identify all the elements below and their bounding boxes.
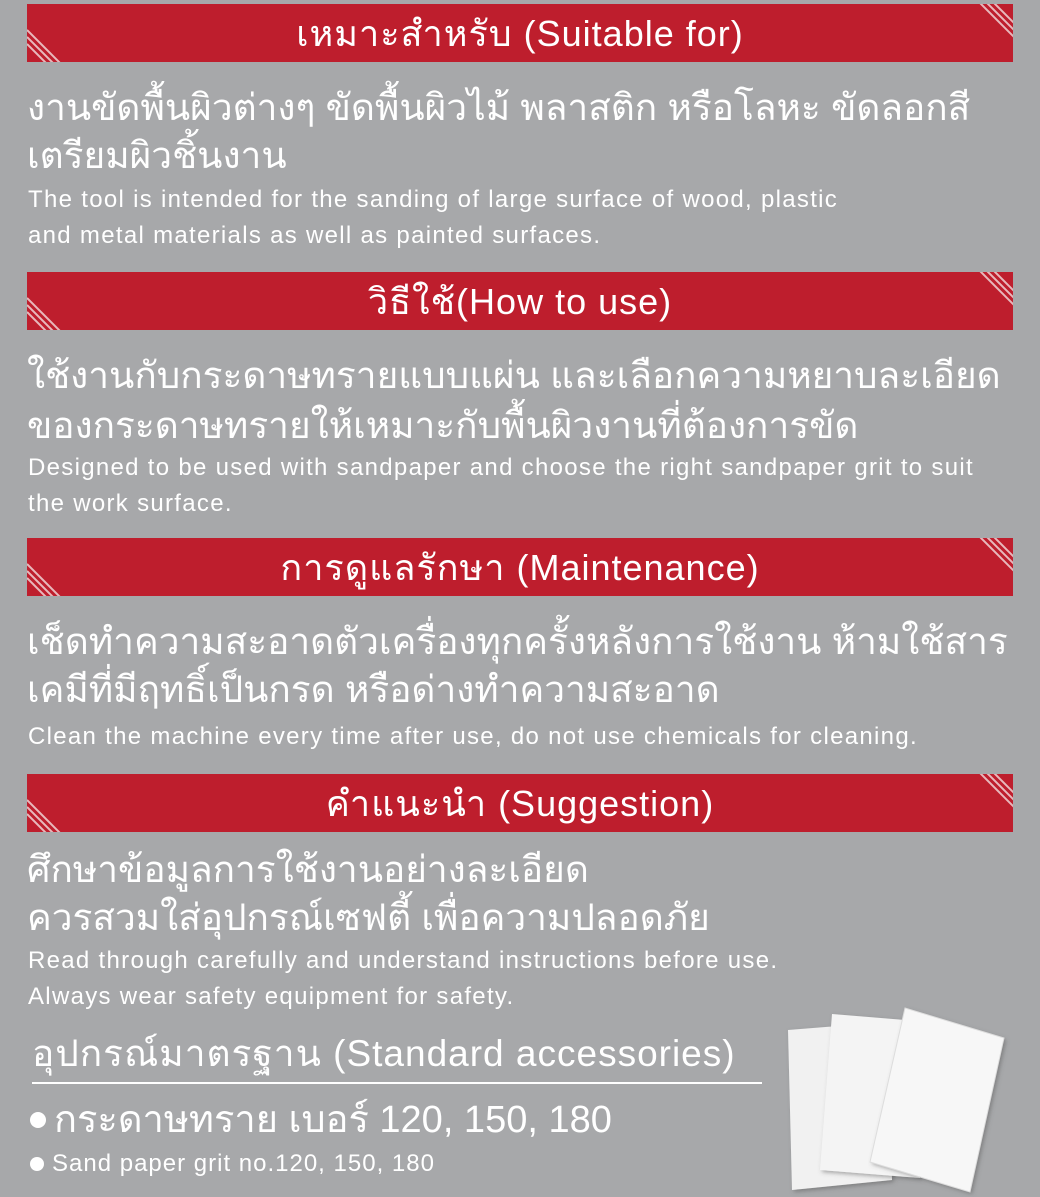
english-description-line: The tool is intended for the sanding of large surface of wood, plastic (28, 186, 839, 213)
section-banner-suggestion (27, 774, 1013, 832)
section-banner-how-to-use (27, 272, 1013, 330)
thai-description-line: ควรสวมใส่อุปกรณ์เซฟตี้ เพื่อความปลอดภัย (27, 897, 710, 938)
section-banner-maintenance (27, 538, 1013, 596)
english-description-line: and metal materials as well as painted surfaces. (28, 222, 602, 249)
section-heading: เหมาะสำหรับ (Suitable for) (296, 12, 744, 54)
thai-description-line: ใช้งานกับกระดาษทรายแบบแผ่น และเลือกความหยาบละเอียด (27, 355, 1001, 396)
thai-description-line: ศึกษาข้อมูลการใช้งานอย่างละเอียด (27, 849, 589, 890)
english-description-line: the work surface. (28, 490, 233, 517)
accessory-label-english: Sand paper grit no.120, 150, 180 (52, 1150, 435, 1177)
sandpaper-sheets-image (780, 1000, 1020, 1197)
thai-description-line: เคมีที่มีฤทธิ์เป็นกรด หรือด่างทำความสะอาด (27, 669, 720, 710)
section-heading: คำแนะนำ (Suggestion) (325, 782, 715, 824)
accessory-label-thai: กระดาษทราย เบอร์ 120, 150, 180 (54, 1099, 612, 1141)
english-description-line: Designed to be used with sandpaper and choose the right sandpaper grit to suit (28, 454, 974, 481)
divider (32, 1082, 762, 1084)
thai-description-line: ของกระดาษทรายให้เหมาะกับพื้นผิวงานที่ต้องการขัด (27, 405, 859, 446)
section-heading: การดูแลรักษา (Maintenance) (280, 546, 760, 588)
english-description-line: Clean the machine every time after use, do not use chemicals for cleaning. (28, 723, 918, 750)
accessory-item-english (30, 1146, 435, 1182)
thai-description-line: เช็ดทำความสะอาดตัวเครื่องทุกครั้งหลังการใช้งาน ห้ามใช้สาร (27, 621, 1008, 662)
bullet-icon (30, 1157, 44, 1171)
bullet-icon (30, 1112, 46, 1128)
section-banner-suitable-for (27, 4, 1013, 62)
section-heading: วิธีใช้(How to use) (367, 280, 673, 322)
english-description-line: Always wear safety equipment for safety. (28, 983, 515, 1010)
standard-accessories-title: อุปกรณ์มาตรฐาน (Standard accessories) (32, 1033, 736, 1074)
thai-description-line: งานขัดพื้นผิวต่างๆ ขัดพื้นผิวไม้ พลาสติก หรือโลหะ ขัดลอกสี (27, 87, 971, 128)
english-description-line: Read through carefully and understand instructions before use. (28, 947, 779, 974)
accessory-item-thai (30, 1096, 612, 1144)
thai-description-line: เตรียมผิวชิ้นงาน (27, 135, 287, 176)
